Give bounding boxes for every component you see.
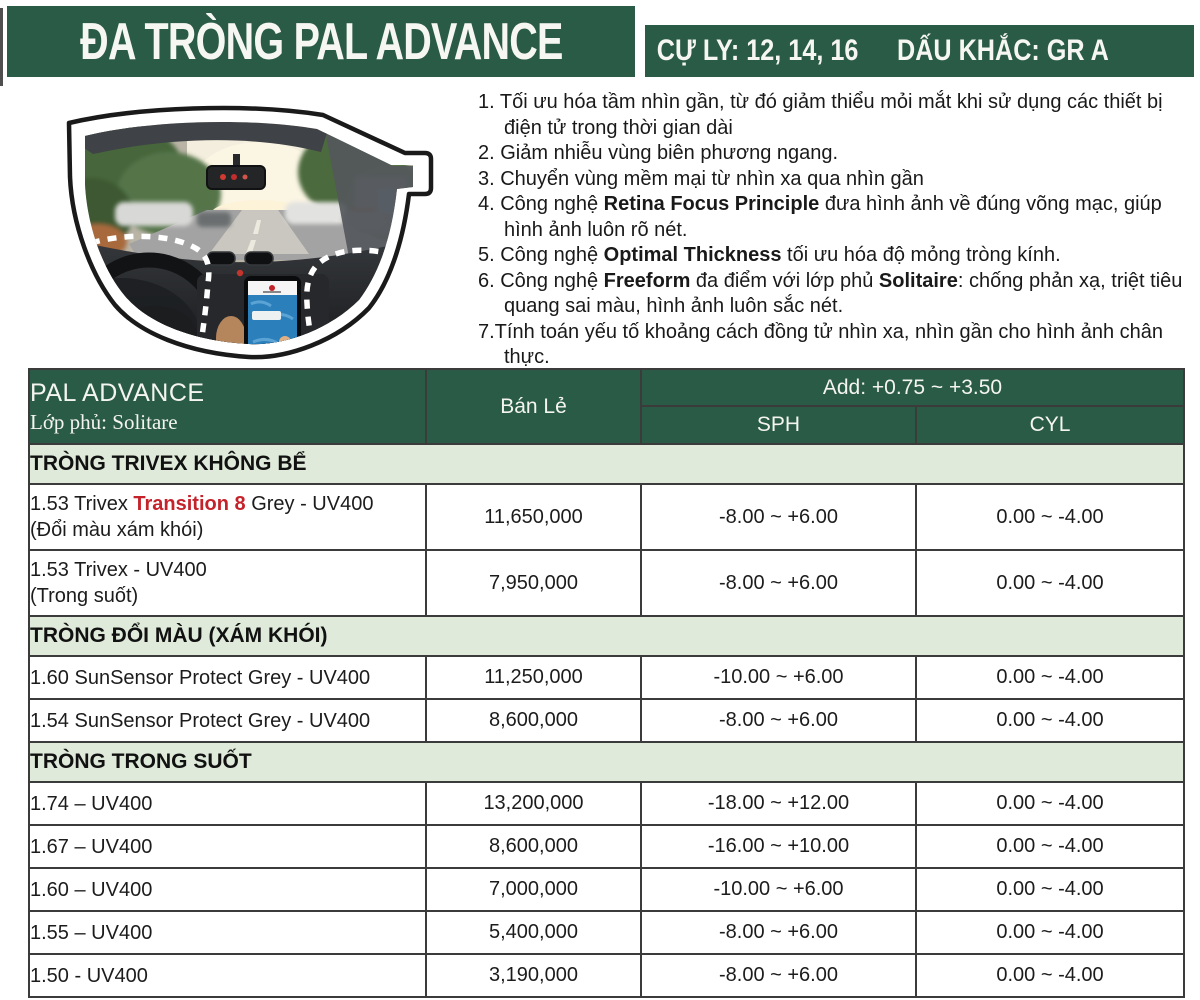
page-edge-artifact <box>0 8 3 86</box>
product-name-cell: 1.54 SunSensor Protect Grey - UV400 <box>29 699 426 742</box>
table-row <box>29 954 1184 997</box>
cyl-header-cell: CYL <box>916 406 1184 444</box>
cyl-cell: 0.00 ~ -4.00 <box>916 550 1184 616</box>
cyl-cell: 0.00 ~ -4.00 <box>916 782 1184 825</box>
price-cell: 5,400,000 <box>426 911 641 954</box>
section-header-row: TRÒNG TRIVEX KHÔNG BỂ <box>29 444 1184 484</box>
table-row <box>29 782 1184 825</box>
feature-item: 3. Chuyển vùng mềm mại từ nhìn xa qua nhìn gần <box>478 167 924 190</box>
header-spec-bar <box>645 25 1194 77</box>
product-name-cell: 1.60 SunSensor Protect Grey - UV400 <box>29 656 426 699</box>
features-list <box>478 90 1196 371</box>
distance-label: CỰ LY: 12, 14, 16 <box>656 34 859 67</box>
page-title: ĐA TRÒNG PAL ADVANCE <box>79 12 563 71</box>
cyl-cell: 0.00 ~ -4.00 <box>916 484 1184 550</box>
cyl-cell: 0.00 ~ -4.00 <box>916 911 1184 954</box>
feature-item: 2. Giảm nhiễu vùng biên phương ngang. <box>478 142 839 164</box>
cyl-cell: 0.00 ~ -4.00 <box>916 825 1184 868</box>
price-table-wrap <box>28 368 1183 998</box>
table-row <box>29 825 1184 868</box>
product-header-subtitle: Lớp phủ: Solitare <box>30 409 178 434</box>
product-name-cell: 1.53 Trivex Transition 8 Grey - UV400 (Đổi màu xám khói) <box>29 484 426 550</box>
price-cell: 11,650,000 <box>426 484 641 550</box>
retail-header-cell: Bán Lẻ <box>426 369 641 444</box>
product-name-cell: 1.55 – UV400 <box>29 911 426 954</box>
product-name-cell: 1.74 – UV400 <box>29 782 426 825</box>
add-range-header-cell: Add: +0.75 ~ +3.50 <box>641 369 1184 406</box>
product-name-line2: (Trong suốt) <box>30 585 139 607</box>
product-name-cell: 1.50 - UV400 <box>29 954 426 997</box>
sph-header-cell: SPH <box>641 406 916 444</box>
driving-scene-photo <box>57 92 477 366</box>
table-row <box>29 656 1184 699</box>
cyl-cell: 0.00 ~ -4.00 <box>916 868 1184 911</box>
feature-item: 4. Công nghệ Retina Focus Principle đưa hình ảnh về đúng võng mạc, giúp hình ảnh luôn rõ nét. <box>478 193 1162 241</box>
feature-item: 6. Công nghệ Freeform đa điểm với lớp phủ Solitaire: chống phản xạ, triệt tiêu quang sai màu, hình ảnh luôn sắc nét. <box>478 269 1183 317</box>
price-cell: 11,250,000 <box>426 656 641 699</box>
product-header-cell <box>29 369 426 444</box>
product-name-cell: 1.60 – UV400 <box>29 868 426 911</box>
sph-cell: -16.00 ~ +10.00 <box>641 825 916 868</box>
sph-cell: -8.00 ~ +6.00 <box>641 699 916 742</box>
engraving-label: DẤU KHẮC: GR A <box>897 34 1109 67</box>
table-row <box>29 699 1184 742</box>
sph-cell: -18.00 ~ +12.00 <box>641 782 916 825</box>
table-row <box>29 868 1184 911</box>
sph-cell: -8.00 ~ +6.00 <box>641 954 916 997</box>
price-cell: 3,190,000 <box>426 954 641 997</box>
cyl-cell: 0.00 ~ -4.00 <box>916 699 1184 742</box>
price-table <box>28 368 1185 998</box>
sph-cell: -10.00 ~ +6.00 <box>641 868 916 911</box>
product-header-title: PAL ADVANCE <box>30 378 205 407</box>
price-cell: 7,000,000 <box>426 868 641 911</box>
feature-item: 5. Công nghệ Optimal Thickness tối ưu hóa độ mỏng tròng kính. <box>478 244 1061 266</box>
product-name-cell: 1.67 – UV400 <box>29 825 426 868</box>
header-title-bar <box>7 6 635 77</box>
table-row <box>29 550 1184 616</box>
cyl-cell: 0.00 ~ -4.00 <box>916 656 1184 699</box>
section-header-row: TRÒNG ĐỔI MÀU (XÁM KHÓI) <box>29 616 1184 656</box>
feature-item: 7.Tính toán yếu tố khoảng cách đồng tử nhìn xa, nhìn gần cho hình ảnh chân thực. <box>478 320 1164 368</box>
price-cell: 13,200,000 <box>426 782 641 825</box>
sph-cell: -8.00 ~ +6.00 <box>641 911 916 954</box>
sph-cell: -8.00 ~ +6.00 <box>641 550 916 616</box>
sph-cell: -10.00 ~ +6.00 <box>641 656 916 699</box>
section-header-row: TRÒNG TRONG SUỐT <box>29 742 1184 782</box>
product-name-line2: (Đổi màu xám khói) <box>30 519 204 541</box>
sph-cell: -8.00 ~ +6.00 <box>641 484 916 550</box>
product-name-cell: 1.53 Trivex - UV400 (Trong suốt) <box>29 550 426 616</box>
lens-driving-scene-image <box>57 92 477 366</box>
cyl-cell: 0.00 ~ -4.00 <box>916 954 1184 997</box>
table-row <box>29 484 1184 550</box>
price-cell: 8,600,000 <box>426 699 641 742</box>
price-cell: 7,950,000 <box>426 550 641 616</box>
feature-item: 1. Tối ưu hóa tầm nhìn gần, từ đó giảm thiểu mỏi mắt khi sử dụng các thiết bị điện tử trong thời gian dài <box>478 91 1163 139</box>
price-cell: 8,600,000 <box>426 825 641 868</box>
table-row <box>29 911 1184 954</box>
